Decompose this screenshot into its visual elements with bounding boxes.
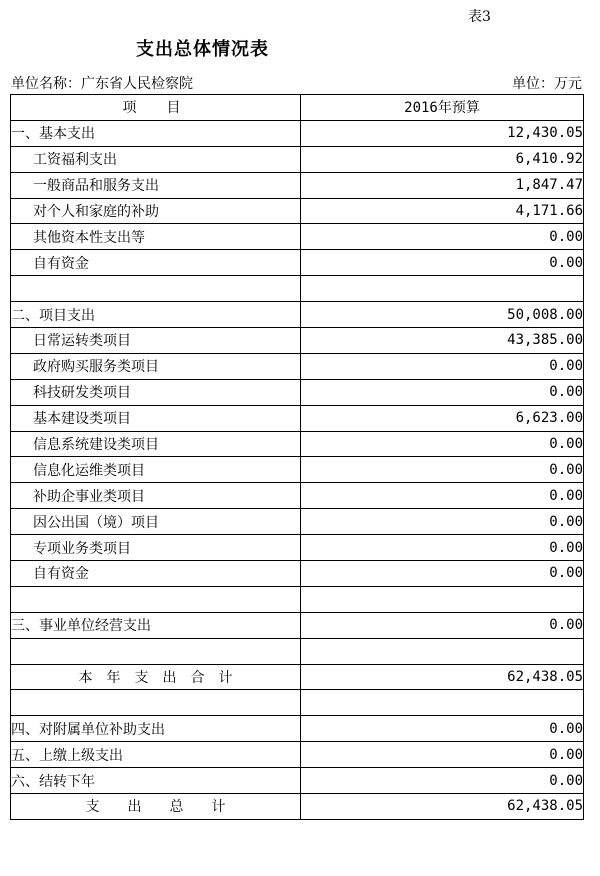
table-row — [11, 250, 584, 276]
row-value: 0.00 — [301, 457, 584, 483]
row-value: 0.00 — [301, 431, 584, 457]
row-label: 日常运转类项目 — [11, 328, 301, 354]
row-value: 62,438.05 — [301, 664, 584, 690]
table-row — [11, 431, 584, 457]
row-value: 0.00 — [301, 561, 584, 587]
row-value: 0.00 — [301, 250, 584, 276]
page-title: 支出总体情况表 — [136, 39, 269, 60]
row-label: 一般商品和服务支出 — [11, 172, 301, 198]
table-row — [11, 768, 584, 794]
row-value: 0.00 — [301, 379, 584, 405]
row-label: 基本建设类项目 — [11, 405, 301, 431]
table-row — [11, 638, 584, 664]
row-value: 0.00 — [301, 483, 584, 509]
row-value: 62,438.05 — [301, 794, 584, 820]
row-label: 五、上缴上级支出 — [11, 742, 301, 768]
table-row — [11, 457, 584, 483]
row-value: 0.00 — [301, 612, 584, 638]
table-row — [11, 120, 584, 146]
table-row — [11, 302, 584, 328]
table-row — [11, 561, 584, 587]
row-label — [11, 276, 301, 302]
expenditure-table — [10, 94, 584, 820]
row-value: 0.00 — [301, 768, 584, 794]
row-value: 4,171.66 — [301, 198, 584, 224]
table-row — [11, 224, 584, 250]
row-value: 0.00 — [301, 535, 584, 561]
table-row — [11, 742, 584, 768]
row-label: 专项业务类项目 — [11, 535, 301, 561]
table-row — [11, 483, 584, 509]
table-row — [11, 328, 584, 354]
row-label: 三、事业单位经营支出 — [11, 612, 301, 638]
row-value: 6,410.92 — [301, 146, 584, 172]
row-label: 四、对附属单位补助支出 — [11, 716, 301, 742]
table-row — [11, 509, 584, 535]
row-label: 科技研发类项目 — [11, 379, 301, 405]
table-row — [11, 794, 584, 820]
row-label: 六、结转下年 — [11, 768, 301, 794]
row-label: 自有资金 — [11, 561, 301, 587]
table-row — [11, 146, 584, 172]
table-row — [11, 535, 584, 561]
row-value: 0.00 — [301, 224, 584, 250]
row-value: 50,008.00 — [301, 302, 584, 328]
table-row — [11, 612, 584, 638]
row-label — [11, 586, 301, 612]
row-value — [301, 586, 584, 612]
row-label: 工资福利支出 — [11, 146, 301, 172]
row-label: 自有资金 — [11, 250, 301, 276]
unit-name: 单位名称：广东省人民检察院 — [11, 76, 193, 92]
row-label: 补助企事业类项目 — [11, 483, 301, 509]
column-header-budget: 2016年预算 — [301, 95, 584, 121]
table-row — [11, 379, 584, 405]
row-value: 43,385.00 — [301, 328, 584, 354]
table-row — [11, 353, 584, 379]
row-value: 12,430.05 — [301, 120, 584, 146]
table-row — [11, 198, 584, 224]
table-row — [11, 276, 584, 302]
table-header-row — [11, 95, 584, 121]
table-row — [11, 716, 584, 742]
row-value: 0.00 — [301, 509, 584, 535]
row-value: 1,847.47 — [301, 172, 584, 198]
row-value — [301, 690, 584, 716]
row-value: 0.00 — [301, 742, 584, 768]
table-row — [11, 586, 584, 612]
row-label: 信息化运维类项目 — [11, 457, 301, 483]
table-row — [11, 690, 584, 716]
row-value — [301, 638, 584, 664]
currency-unit: 单位：万元 — [512, 76, 582, 92]
row-value: 0.00 — [301, 716, 584, 742]
row-label: 对个人和家庭的补助 — [11, 198, 301, 224]
row-label: 支 出 总 计 — [11, 794, 301, 820]
row-label — [11, 690, 301, 716]
row-value: 6,623.00 — [301, 405, 584, 431]
table-number: 表3 — [468, 9, 491, 25]
column-header-item: 项 目 — [11, 95, 301, 121]
table-row — [11, 172, 584, 198]
row-value — [301, 276, 584, 302]
row-label: 二、项目支出 — [11, 302, 301, 328]
row-label: 信息系统建设类项目 — [11, 431, 301, 457]
row-value: 0.00 — [301, 353, 584, 379]
row-label: 一、基本支出 — [11, 120, 301, 146]
table-row — [11, 405, 584, 431]
row-label — [11, 638, 301, 664]
row-label: 政府购买服务类项目 — [11, 353, 301, 379]
row-label: 本 年 支 出 合 计 — [11, 664, 301, 690]
table-row — [11, 664, 584, 690]
row-label: 其他资本性支出等 — [11, 224, 301, 250]
row-label: 因公出国（境）项目 — [11, 509, 301, 535]
